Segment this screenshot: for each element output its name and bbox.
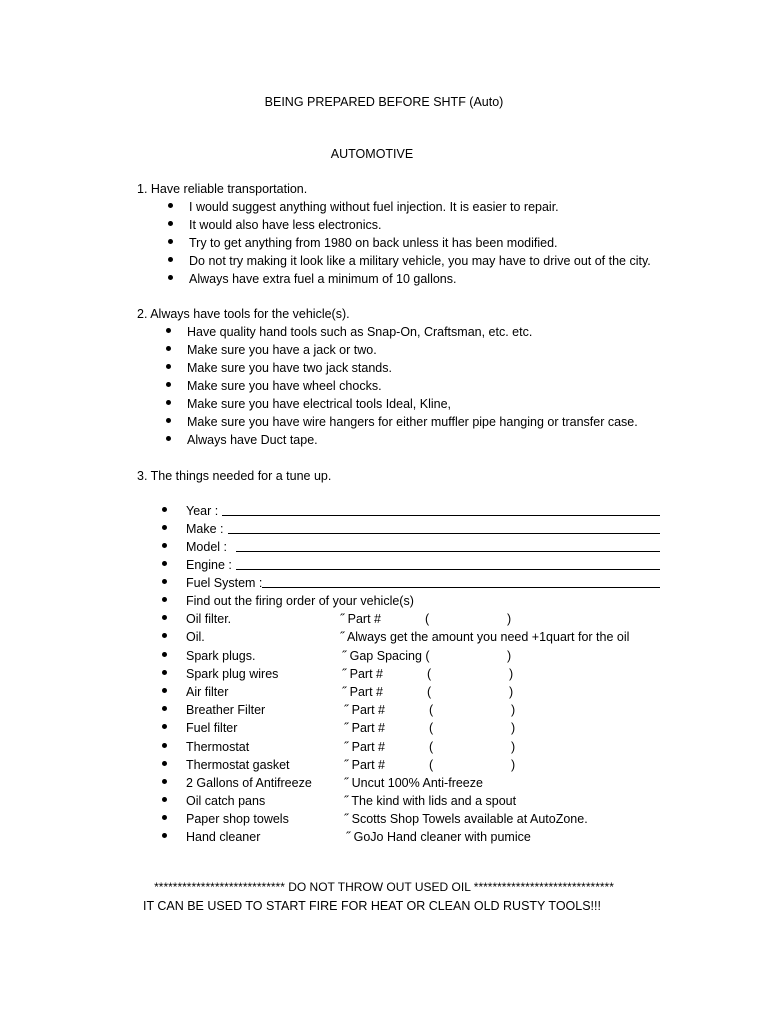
used-oil-warning: **************************** DO NOT THROW OUT USED OIL ****************************** (154, 880, 614, 894)
part-paren-close: ) (507, 649, 512, 663)
bullet-icon (166, 328, 171, 333)
part-name: Spark plug wires (186, 667, 279, 681)
list-item: Make sure you have a jack or two. (187, 343, 377, 357)
part-name: Thermostat (186, 740, 250, 754)
part-note: ˝ GoJo Hand cleaner with pumice (346, 830, 531, 844)
bullet-icon (162, 543, 167, 548)
bullet-icon (162, 724, 167, 729)
document-subtitle: AUTOMOTIVE (330, 147, 414, 161)
firing-order-item: Find out the firing order of your vehicle(s) (186, 594, 414, 608)
part-paren-open: ( (427, 667, 432, 681)
part-name: Paper shop towels (186, 812, 289, 826)
part-paren-close: ) (507, 612, 512, 626)
part-paren-open: ( (429, 703, 434, 717)
make-field-label: Make : (186, 522, 224, 536)
part-paren-open: ( (425, 612, 430, 626)
part-paren-close: ) (511, 758, 516, 772)
part-note: ˝ Uncut 100% Anti-freeze (344, 776, 483, 790)
model-field-label: Model : (186, 540, 227, 554)
part-name: Breather Filter (186, 703, 266, 717)
part-paren-close: ) (509, 685, 514, 699)
bullet-icon (166, 400, 171, 405)
part-paren-close: ) (511, 721, 516, 735)
part-name: Fuel filter (186, 721, 238, 735)
fuel-system-blank-line[interactable] (262, 576, 660, 588)
bullet-icon (168, 221, 173, 226)
bullet-icon (166, 364, 171, 369)
part-note: ˝ Scotts Shop Towels available at AutoZone. (344, 812, 588, 826)
part-note: ˝ Part # (344, 758, 385, 772)
list-item: Try to get anything from 1980 on back unless it has been modified. (189, 236, 558, 250)
bullet-icon (162, 815, 167, 820)
part-name: Air filter (186, 685, 229, 699)
bullet-icon (166, 436, 171, 441)
bullet-icon (166, 346, 171, 351)
section-3-heading: 3. The things needed for a tune up. (137, 469, 332, 483)
list-item: Have quality hand tools such as Snap-On, Craftsman, etc. etc. (187, 325, 533, 339)
bullet-icon (162, 579, 167, 584)
part-name: Oil catch pans (186, 794, 266, 808)
bullet-icon (162, 525, 167, 530)
bullet-icon (162, 597, 167, 602)
model-blank-line[interactable] (236, 540, 660, 552)
bullet-icon (162, 743, 167, 748)
part-name: Thermostat gasket (186, 758, 290, 772)
part-note: ˝ Part # (342, 667, 383, 681)
section-1-heading: 1. Have reliable transportation. (137, 182, 308, 196)
list-item: Do not try making it look like a military vehicle, you may have to drive out of the city. (189, 254, 651, 268)
list-item: Make sure you have wheel chocks. (187, 379, 382, 393)
part-paren-close: ) (511, 703, 516, 717)
bullet-icon (166, 382, 171, 387)
list-item: Make sure you have electrical tools Ideal, Kline, (187, 397, 452, 411)
document-title: BEING PREPARED BEFORE SHTF (Auto) (264, 95, 504, 109)
bullet-icon (162, 688, 167, 693)
list-item: Always have Duct tape. (187, 433, 318, 447)
bullet-icon (162, 779, 167, 784)
list-item: Make sure you have wire hangers for either muffler pipe hanging or transfer case. (187, 415, 638, 429)
bullet-icon (162, 833, 167, 838)
make-blank-line[interactable] (228, 522, 660, 534)
list-item: I would suggest anything without fuel injection. It is easier to repair. (189, 200, 559, 214)
part-note: ˝ Part # (342, 685, 383, 699)
part-name: Oil filter. (186, 612, 232, 626)
year-field-label: Year : (186, 504, 219, 518)
bullet-icon (162, 507, 167, 512)
section-2-heading: 2. Always have tools for the vehicle(s). (137, 307, 350, 321)
bullet-icon (162, 761, 167, 766)
part-paren-open: ( (429, 740, 434, 754)
part-note: ˝ Gap Spacing ( (342, 649, 430, 663)
bullet-icon (168, 257, 173, 262)
part-note: ˝ Part # (340, 612, 381, 626)
part-name: Hand cleaner (186, 830, 261, 844)
part-paren-open: ( (427, 685, 432, 699)
bullet-icon (168, 203, 173, 208)
part-paren-open: ( (429, 758, 434, 772)
part-note: ˝ Always get the amount you need +1quart for the oil (340, 630, 630, 644)
bullet-icon (162, 561, 167, 566)
engine-field-label: Engine : (186, 558, 232, 572)
part-paren-close: ) (511, 740, 516, 754)
bullet-icon (168, 275, 173, 280)
part-note: ˝ The kind with lids and a spout (344, 794, 517, 808)
bullet-icon (162, 652, 167, 657)
bullet-icon (162, 670, 167, 675)
fuel-system-field-label: Fuel System : (186, 576, 263, 590)
list-item: Make sure you have two jack stands. (187, 361, 392, 375)
bullet-icon (162, 615, 167, 620)
bullet-icon (162, 706, 167, 711)
part-note: ˝ Part # (344, 703, 385, 717)
part-paren-open: ( (429, 721, 434, 735)
part-paren-close: ) (509, 667, 514, 681)
part-name: 2 Gallons of Antifreeze (186, 776, 312, 790)
part-note: ˝ Part # (344, 721, 385, 735)
part-name: Oil. (186, 630, 205, 644)
year-blank-line[interactable] (222, 504, 660, 516)
bullet-icon (162, 797, 167, 802)
list-item: It would also have less electronics. (189, 218, 382, 232)
part-name: Spark plugs. (186, 649, 256, 663)
part-note: ˝ Part # (344, 740, 385, 754)
list-item: Always have extra fuel a minimum of 10 gallons. (189, 272, 457, 286)
used-oil-tip: IT CAN BE USED TO START FIRE FOR HEAT OR CLEAN OLD RUSTY TOOLS!!! (143, 899, 601, 913)
bullet-icon (162, 633, 167, 638)
bullet-icon (166, 418, 171, 423)
bullet-icon (168, 239, 173, 244)
engine-blank-line[interactable] (236, 558, 660, 570)
